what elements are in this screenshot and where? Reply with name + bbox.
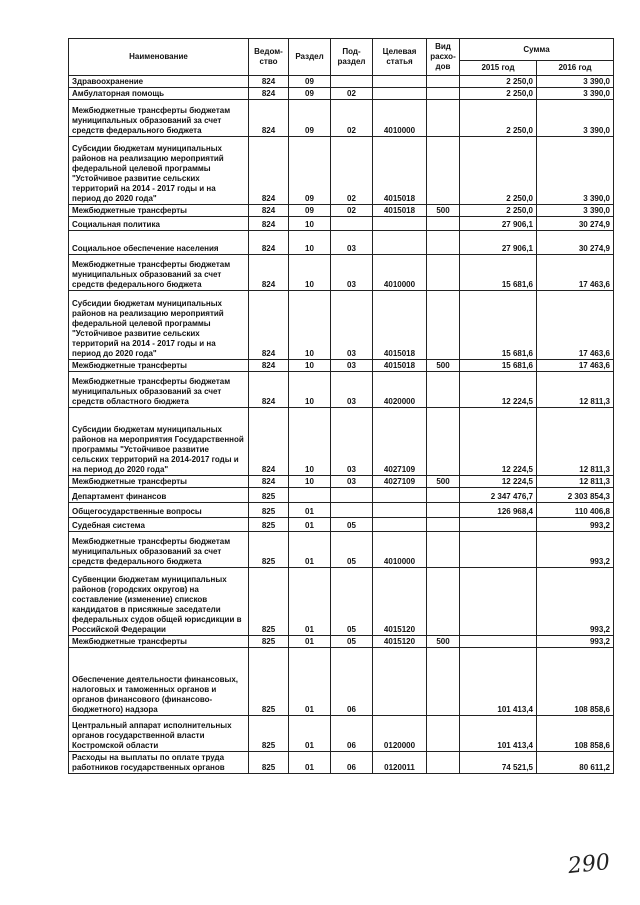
cell-name: Амбулаторная помощь — [69, 88, 249, 100]
cell-sum-2016: 12 811,3 — [537, 372, 614, 408]
cell-podrazdel: 02 — [331, 88, 373, 100]
cell-razdel: 01 — [289, 518, 331, 532]
cell-vid — [427, 408, 460, 476]
cell-tselevaya: 4015018 — [373, 205, 427, 217]
cell-tselevaya: 4020000 — [373, 372, 427, 408]
cell-podrazdel: 03 — [331, 360, 373, 372]
cell-tselevaya: 4010000 — [373, 255, 427, 291]
cell-name: Здравоохранение — [69, 76, 249, 88]
cell-podrazdel: 03 — [331, 408, 373, 476]
cell-sum-2016: 17 463,6 — [537, 360, 614, 372]
cell-sum-2016: 12 811,3 — [537, 476, 614, 488]
header-vedomstvo: Ведом-ство — [249, 39, 289, 76]
cell-tselevaya — [373, 488, 427, 503]
table-row — [69, 532, 614, 568]
cell-vedomstvo: 824 — [249, 88, 289, 100]
table-body — [69, 76, 614, 774]
cell-tselevaya: 0120000 — [373, 716, 427, 752]
cell-tselevaya — [373, 76, 427, 88]
table-row — [69, 372, 614, 408]
cell-sum-2015: 2 250,0 — [460, 88, 537, 100]
cell-tselevaya — [373, 231, 427, 255]
cell-sum-2016: 30 274,9 — [537, 231, 614, 255]
cell-sum-2015: 12 224,5 — [460, 476, 537, 488]
cell-vid — [427, 488, 460, 503]
cell-tselevaya: 4015018 — [373, 360, 427, 372]
cell-sum-2016: 80 611,2 — [537, 752, 614, 774]
cell-name: Межбюджетные трансферты — [69, 476, 249, 488]
cell-razdel: 01 — [289, 636, 331, 648]
cell-tselevaya — [373, 648, 427, 716]
cell-podrazdel: 03 — [331, 372, 373, 408]
cell-vedomstvo: 825 — [249, 532, 289, 568]
cell-sum-2016: 3 390,0 — [537, 76, 614, 88]
cell-name: Межбюджетные трансферты — [69, 360, 249, 372]
cell-vid: 500 — [427, 360, 460, 372]
cell-podrazdel: 02 — [331, 137, 373, 205]
table-row — [69, 217, 614, 231]
cell-razdel: 01 — [289, 568, 331, 636]
cell-name: Субсидии бюджетам муниципальных районов на реализацию мероприятий федеральной целевой программы "Устойчивое развитие сельских территорий на 2014 - 2017 годы и на период до 2020 года" — [69, 137, 249, 205]
cell-razdel: 10 — [289, 360, 331, 372]
cell-razdel: 10 — [289, 291, 331, 360]
table-row — [69, 408, 614, 476]
cell-sum-2015: 2 250,0 — [460, 137, 537, 205]
cell-tselevaya: 4010000 — [373, 532, 427, 568]
cell-vedomstvo: 824 — [249, 255, 289, 291]
cell-vid — [427, 568, 460, 636]
cell-vedomstvo: 825 — [249, 568, 289, 636]
cell-tselevaya — [373, 217, 427, 231]
cell-vid — [427, 255, 460, 291]
cell-vedomstvo: 824 — [249, 217, 289, 231]
table-row — [69, 291, 614, 360]
table-row — [69, 636, 614, 648]
cell-name: Межбюджетные трансферты бюджетам муниципальных образований за счет средств федерального бюджета — [69, 100, 249, 137]
cell-podrazdel: 06 — [331, 716, 373, 752]
cell-name: Судебная система — [69, 518, 249, 532]
cell-sum-2016: 108 858,6 — [537, 716, 614, 752]
header-year-2016: 2016 год — [537, 61, 614, 76]
cell-razdel: 01 — [289, 716, 331, 752]
cell-vedomstvo: 825 — [249, 518, 289, 532]
cell-vid — [427, 217, 460, 231]
cell-vid: 500 — [427, 205, 460, 217]
cell-sum-2015: 101 413,4 — [460, 648, 537, 716]
cell-sum-2016: 993,2 — [537, 532, 614, 568]
cell-vid — [427, 231, 460, 255]
cell-sum-2016: 12 811,3 — [537, 408, 614, 476]
cell-vedomstvo: 825 — [249, 636, 289, 648]
cell-razdel: 01 — [289, 648, 331, 716]
cell-podrazdel — [331, 217, 373, 231]
cell-tselevaya: 4027109 — [373, 408, 427, 476]
cell-podrazdel: 05 — [331, 518, 373, 532]
cell-razdel: 10 — [289, 255, 331, 291]
cell-tselevaya: 4015018 — [373, 291, 427, 360]
cell-vedomstvo: 824 — [249, 360, 289, 372]
cell-vid — [427, 291, 460, 360]
cell-razdel: 10 — [289, 231, 331, 255]
cell-vid — [427, 503, 460, 518]
cell-sum-2016: 30 274,9 — [537, 217, 614, 231]
cell-vedomstvo: 825 — [249, 716, 289, 752]
cell-tselevaya — [373, 518, 427, 532]
cell-sum-2015: 74 521,5 — [460, 752, 537, 774]
cell-tselevaya: 4015120 — [373, 636, 427, 648]
header-vid: Вид расхо-дов — [427, 39, 460, 76]
table-row — [69, 360, 614, 372]
cell-vedomstvo: 824 — [249, 231, 289, 255]
cell-sum-2016: 3 390,0 — [537, 100, 614, 137]
cell-sum-2015: 101 413,4 — [460, 716, 537, 752]
cell-sum-2016: 993,2 — [537, 636, 614, 648]
cell-podrazdel: 03 — [331, 255, 373, 291]
cell-vedomstvo: 825 — [249, 488, 289, 503]
table-row — [69, 100, 614, 137]
cell-vedomstvo: 825 — [249, 648, 289, 716]
cell-vedomstvo: 824 — [249, 291, 289, 360]
cell-name: Межбюджетные трансферты — [69, 205, 249, 217]
table-row — [69, 137, 614, 205]
cell-name: Субсидии бюджетам муниципальных районов на реализацию мероприятий федеральной целевой программы "Устойчивое развитие сельских территорий на 2014 - 2017 годы и на период до 2020 года" — [69, 291, 249, 360]
cell-vedomstvo: 824 — [249, 372, 289, 408]
cell-name: Социальная политика — [69, 217, 249, 231]
table-row — [69, 476, 614, 488]
cell-podrazdel: 06 — [331, 648, 373, 716]
cell-tselevaya: 0120011 — [373, 752, 427, 774]
cell-sum-2015: 15 681,6 — [460, 360, 537, 372]
cell-sum-2015: 27 906,1 — [460, 217, 537, 231]
cell-vid — [427, 100, 460, 137]
cell-tselevaya: 4010000 — [373, 100, 427, 137]
header-podrazdel: Под-раздел — [331, 39, 373, 76]
cell-razdel: 09 — [289, 76, 331, 88]
cell-razdel: 09 — [289, 100, 331, 137]
cell-name: Межбюджетные трансферты бюджетам муниципальных образований за счет средств федерального бюджета — [69, 255, 249, 291]
cell-name: Департамент финансов — [69, 488, 249, 503]
cell-sum-2016: 3 390,0 — [537, 137, 614, 205]
cell-sum-2015: 2 250,0 — [460, 76, 537, 88]
cell-razdel: 10 — [289, 476, 331, 488]
cell-sum-2015 — [460, 518, 537, 532]
cell-vedomstvo: 824 — [249, 76, 289, 88]
cell-vedomstvo: 824 — [249, 205, 289, 217]
cell-name: Обеспечение деятельности финансовых, налоговых и таможенных органов и органов финансового (финансово-бюджетного) надзора — [69, 648, 249, 716]
cell-name: Субвенции бюджетам муниципальных районов (городских округов) на составление (изменение) списков кандидатов в присяжные заседатели федеральных судов общей юрисдикции в Российской Федерации — [69, 568, 249, 636]
cell-sum-2015 — [460, 532, 537, 568]
cell-vid — [427, 137, 460, 205]
cell-vedomstvo: 824 — [249, 100, 289, 137]
cell-sum-2016: 110 406,8 — [537, 503, 614, 518]
cell-vid — [427, 648, 460, 716]
cell-sum-2015: 2 250,0 — [460, 205, 537, 217]
cell-name: Межбюджетные трансферты бюджетам муниципальных образований за счет средств федерального бюджета — [69, 532, 249, 568]
cell-sum-2015: 27 906,1 — [460, 231, 537, 255]
cell-vid — [427, 76, 460, 88]
cell-name: Межбюджетные трансферты — [69, 636, 249, 648]
cell-razdel: 10 — [289, 408, 331, 476]
cell-vedomstvo: 825 — [249, 503, 289, 518]
cell-tselevaya: 4027109 — [373, 476, 427, 488]
cell-tselevaya — [373, 88, 427, 100]
cell-vid — [427, 372, 460, 408]
cell-razdel: 09 — [289, 137, 331, 205]
cell-podrazdel: 05 — [331, 532, 373, 568]
cell-podrazdel: 03 — [331, 476, 373, 488]
cell-name: Общегосударственные вопросы — [69, 503, 249, 518]
cell-sum-2015: 2 250,0 — [460, 100, 537, 137]
cell-razdel: 09 — [289, 88, 331, 100]
cell-razdel: 01 — [289, 503, 331, 518]
cell-vid: 500 — [427, 476, 460, 488]
cell-sum-2015: 126 968,4 — [460, 503, 537, 518]
cell-podrazdel — [331, 503, 373, 518]
cell-tselevaya: 4015018 — [373, 137, 427, 205]
table-row — [69, 76, 614, 88]
cell-sum-2015: 12 224,5 — [460, 408, 537, 476]
cell-podrazdel: 02 — [331, 205, 373, 217]
cell-razdel — [289, 488, 331, 503]
cell-tselevaya: 4015120 — [373, 568, 427, 636]
table-row — [69, 488, 614, 503]
cell-sum-2016: 3 390,0 — [537, 205, 614, 217]
cell-name: Расходы на выплаты по оплате труда работников государственных органов — [69, 752, 249, 774]
cell-sum-2016: 17 463,6 — [537, 291, 614, 360]
table-row — [69, 255, 614, 291]
cell-podrazdel: 05 — [331, 568, 373, 636]
table-row — [69, 518, 614, 532]
cell-razdel: 09 — [289, 205, 331, 217]
budget-table — [68, 38, 614, 774]
cell-sum-2016: 17 463,6 — [537, 255, 614, 291]
table-row — [69, 752, 614, 774]
cell-vedomstvo: 824 — [249, 408, 289, 476]
cell-sum-2015: 15 681,6 — [460, 255, 537, 291]
cell-vid — [427, 716, 460, 752]
cell-sum-2015: 2 347 476,7 — [460, 488, 537, 503]
cell-podrazdel — [331, 76, 373, 88]
cell-razdel: 01 — [289, 752, 331, 774]
page-number: 290 — [566, 849, 612, 880]
cell-vedomstvo: 824 — [249, 137, 289, 205]
cell-sum-2016: 993,2 — [537, 518, 614, 532]
table-row — [69, 503, 614, 518]
cell-vedomstvo: 824 — [249, 476, 289, 488]
cell-sum-2015: 12 224,5 — [460, 372, 537, 408]
cell-podrazdel: 03 — [331, 231, 373, 255]
cell-sum-2016: 108 858,6 — [537, 648, 614, 716]
cell-podrazdel: 03 — [331, 291, 373, 360]
cell-name: Межбюджетные трансферты бюджетам муниципальных образований за счет средств областного бюджета — [69, 372, 249, 408]
cell-podrazdel: 02 — [331, 100, 373, 137]
cell-tselevaya — [373, 503, 427, 518]
cell-razdel: 10 — [289, 217, 331, 231]
cell-podrazdel: 05 — [331, 636, 373, 648]
table-row — [69, 205, 614, 217]
cell-sum-2015 — [460, 568, 537, 636]
cell-vid — [427, 532, 460, 568]
cell-vedomstvo: 825 — [249, 752, 289, 774]
cell-podrazdel — [331, 488, 373, 503]
cell-sum-2016: 2 303 854,3 — [537, 488, 614, 503]
cell-sum-2015: 15 681,6 — [460, 291, 537, 360]
cell-vid — [427, 518, 460, 532]
header-tselevaya: Целевая статья — [373, 39, 427, 76]
cell-name: Субсидии бюджетам муниципальных районов на мероприятия Государственной программы "Устойчивое развитие сельских территорий на 2014-2017 годы и на период до 2020 года" — [69, 408, 249, 476]
header-year-2015: 2015 год — [460, 61, 537, 76]
cell-podrazdel: 06 — [331, 752, 373, 774]
header-name: Наименование — [69, 39, 249, 76]
cell-sum-2016: 993,2 — [537, 568, 614, 636]
cell-vid: 500 — [427, 636, 460, 648]
table-row — [69, 716, 614, 752]
cell-name: Социальное обеспечение населения — [69, 231, 249, 255]
table-row — [69, 648, 614, 716]
header-razdel: Раздел — [289, 39, 331, 76]
table-row — [69, 88, 614, 100]
table-row — [69, 231, 614, 255]
cell-sum-2015 — [460, 636, 537, 648]
header-summa: Сумма — [460, 39, 614, 61]
cell-sum-2016: 3 390,0 — [537, 88, 614, 100]
cell-razdel: 01 — [289, 532, 331, 568]
cell-vid — [427, 752, 460, 774]
table-row — [69, 568, 614, 636]
cell-razdel: 10 — [289, 372, 331, 408]
cell-vid — [427, 88, 460, 100]
cell-name: Центральный аппарат исполнительных органов государственной власти Костромской области — [69, 716, 249, 752]
